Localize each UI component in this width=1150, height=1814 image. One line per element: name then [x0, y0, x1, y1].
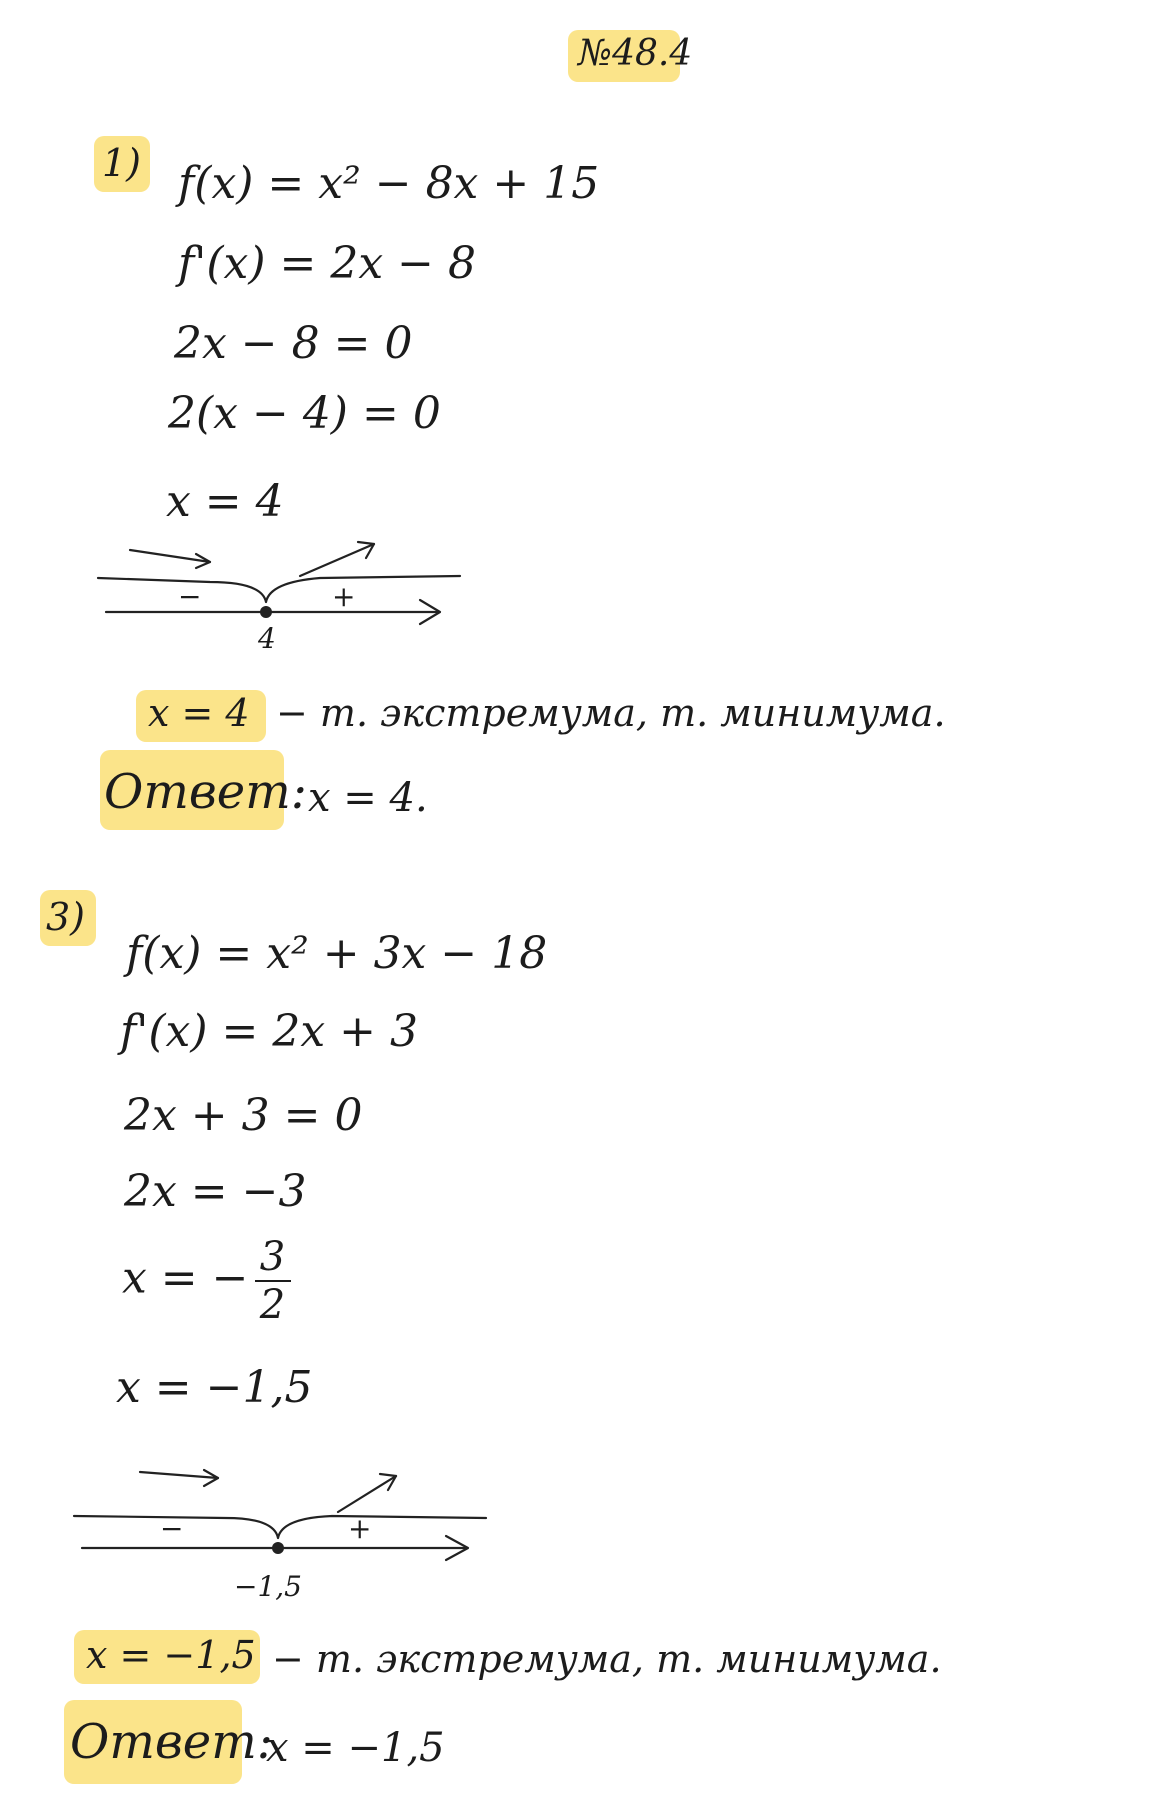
part1-answer-label: Ответ:	[104, 764, 307, 820]
part3-decrease-arrow	[140, 1472, 218, 1478]
part1-point-label: 4	[258, 622, 276, 655]
part3-line-simplified: 2x = −3	[124, 1166, 307, 1217]
part3-right-sign: +	[348, 1512, 372, 1545]
part3-conclusion-root: x = −1,5	[86, 1633, 256, 1677]
part1-sign-axis	[90, 530, 470, 650]
part1-right-sign: +	[332, 580, 356, 613]
part3-line-function: f(x) = x² + 3x − 18	[126, 928, 548, 979]
part1-critical-point	[260, 606, 272, 618]
part1-line-factored: 2(x − 4) = 0	[168, 388, 441, 439]
part1-line-root: x = 4	[166, 476, 284, 527]
part1-conclusion-text: − т. экстремума, т. минимума.	[276, 691, 946, 735]
part3-derivative-curve	[74, 1516, 486, 1538]
part1-line-equation: 2x − 8 = 0	[174, 318, 413, 369]
part1-line-function: f(x) = x² − 8x + 15	[178, 158, 600, 209]
part3-fraction-line	[122, 1236, 291, 1326]
part3-fraction-prefix: x = −	[122, 1252, 249, 1304]
part3-point-label: −1,5	[234, 1570, 302, 1603]
part1-derivative-curve	[98, 576, 460, 602]
part3-line-derivative: f'(x) = 2x + 3	[120, 1006, 419, 1057]
part3-answer-value: x = −1,5	[266, 1725, 445, 1771]
part3-increase-arrow	[338, 1476, 396, 1512]
part1-increase-arrow	[300, 544, 374, 576]
part3-conclusion-text: − т. экстремума, т. минимума.	[272, 1637, 942, 1681]
part3-left-sign: −	[160, 1512, 184, 1545]
page-title: №48.4	[578, 33, 693, 74]
part1-conclusion-root: x = 4	[148, 691, 250, 735]
part3-line-equation: 2x + 3 = 0	[124, 1090, 363, 1141]
part3-fraction-numerator: 3	[259, 1234, 286, 1280]
part1-label: 1)	[102, 141, 142, 185]
part3-answer-label: Ответ:	[70, 1714, 273, 1770]
part1-answer-value: x = 4.	[308, 775, 428, 821]
part3-sign-axis	[66, 1444, 506, 1574]
part1-left-sign: −	[178, 580, 202, 613]
part3-critical-point	[272, 1542, 284, 1554]
part3-fraction-denominator: 2	[259, 1282, 286, 1328]
part3-line-root: x = −1,5	[116, 1362, 313, 1413]
part3-label: 3)	[46, 895, 86, 939]
part3-fraction	[255, 1236, 291, 1326]
part1-line-derivative: f'(x) = 2x − 8	[178, 238, 477, 289]
